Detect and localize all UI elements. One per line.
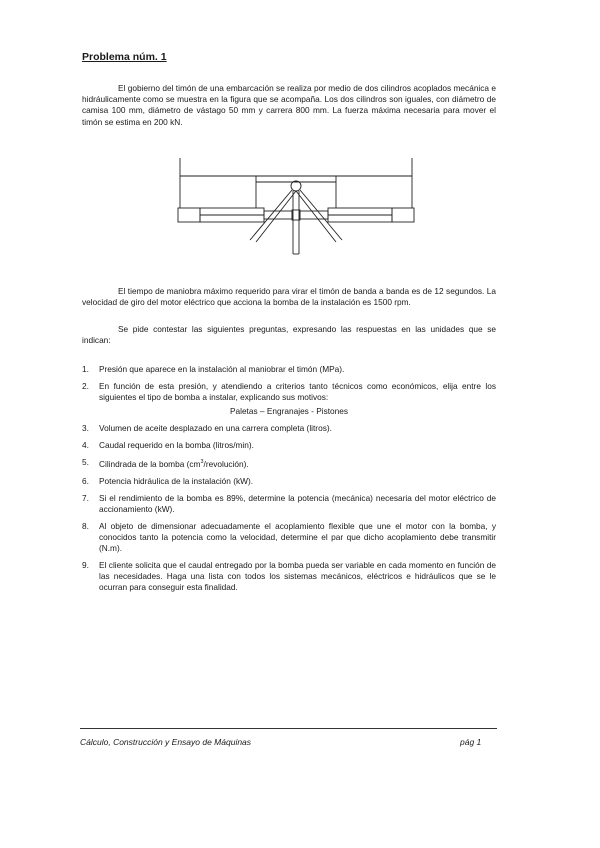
question-list	[82, 364, 496, 593]
question-item: 2. En función de esta presión, y atendiendo a criterios tanto técnicos como económicos, elija entre los siguientes el tipo de bomba a instalar, explicando sus motivos:	[82, 381, 496, 402]
instructions-paragraph: Se pide contestar las siguientes preguntas, expresando las respuestas en las unidades que se indican:	[82, 324, 496, 346]
intro-paragraph: El gobierno del timón de una embarcación se realiza por medio de dos cilindros acoplados mecánica e hidráulicamente como se muestra en la figura que se acompaña. Los dos cilindros son iguales, con diámetro de camisa 100 mm, diámetro de vástago 50 mm y carrera 800 mm. La fuerza máxima necesaria para mover el timón se estima en 200 kN.	[82, 83, 496, 127]
question-item: 1. Presión que aparece en la instalación al maniobrar el timón (MPa).	[82, 364, 345, 374]
page-number: pág 1	[460, 737, 482, 747]
footer-course-title: Cálculo, Construcción y Ensayo de Máquinas	[80, 737, 252, 747]
pump-options: Paletas – Engranajes - Pistones	[229, 406, 349, 416]
maneuver-paragraph: El tiempo de maniobra máximo requerido para virar el timón de banda a banda es de 12 segundos. La velocidad de giro del motor eléctrico que acciona la bomba de la instalación es 1500 rpm.	[82, 286, 496, 308]
problem-title: Problema núm. 1	[82, 51, 167, 63]
footer-divider	[80, 728, 497, 729]
question-item: 6. Potencia hidráulica de la instalación (kW).	[82, 475, 254, 486]
question-item: 5. Cilindrada de la bomba $(cm^3/revolución)$.	[82, 457, 249, 469]
question-item: 7. Si el rendimiento de la bomba es 89%, determine la potencia (mecánica) necesaria del motor eléctrico de accionamiento (kW).	[82, 492, 496, 514]
question-item: 9. El cliente solicita que el caudal entregado por la bomba pueda ser variable en cada momento en función de las necesidades. Haga una lista con todos los sistemas mecánicos, eléctricos e hidráulicos que se le ocurran para conseguir esta finalidad.	[82, 559, 496, 592]
question-item: 8. Al objeto de dimensionar adecuadamente el acoplamiento flexible que une el motor con la bomba, y conocidos tanto la potencia como la velocidad, determine el par que dicho acoplamiento debe transmitir (N.m).	[82, 520, 496, 553]
question-item: 4. Caudal requerido en la bomba (litros/min).	[82, 440, 254, 450]
rudder-cylinders-diagram	[170, 150, 430, 275]
question-item: 3. Volumen de aceite desplazado en una carrera completa (litros).	[82, 423, 332, 433]
